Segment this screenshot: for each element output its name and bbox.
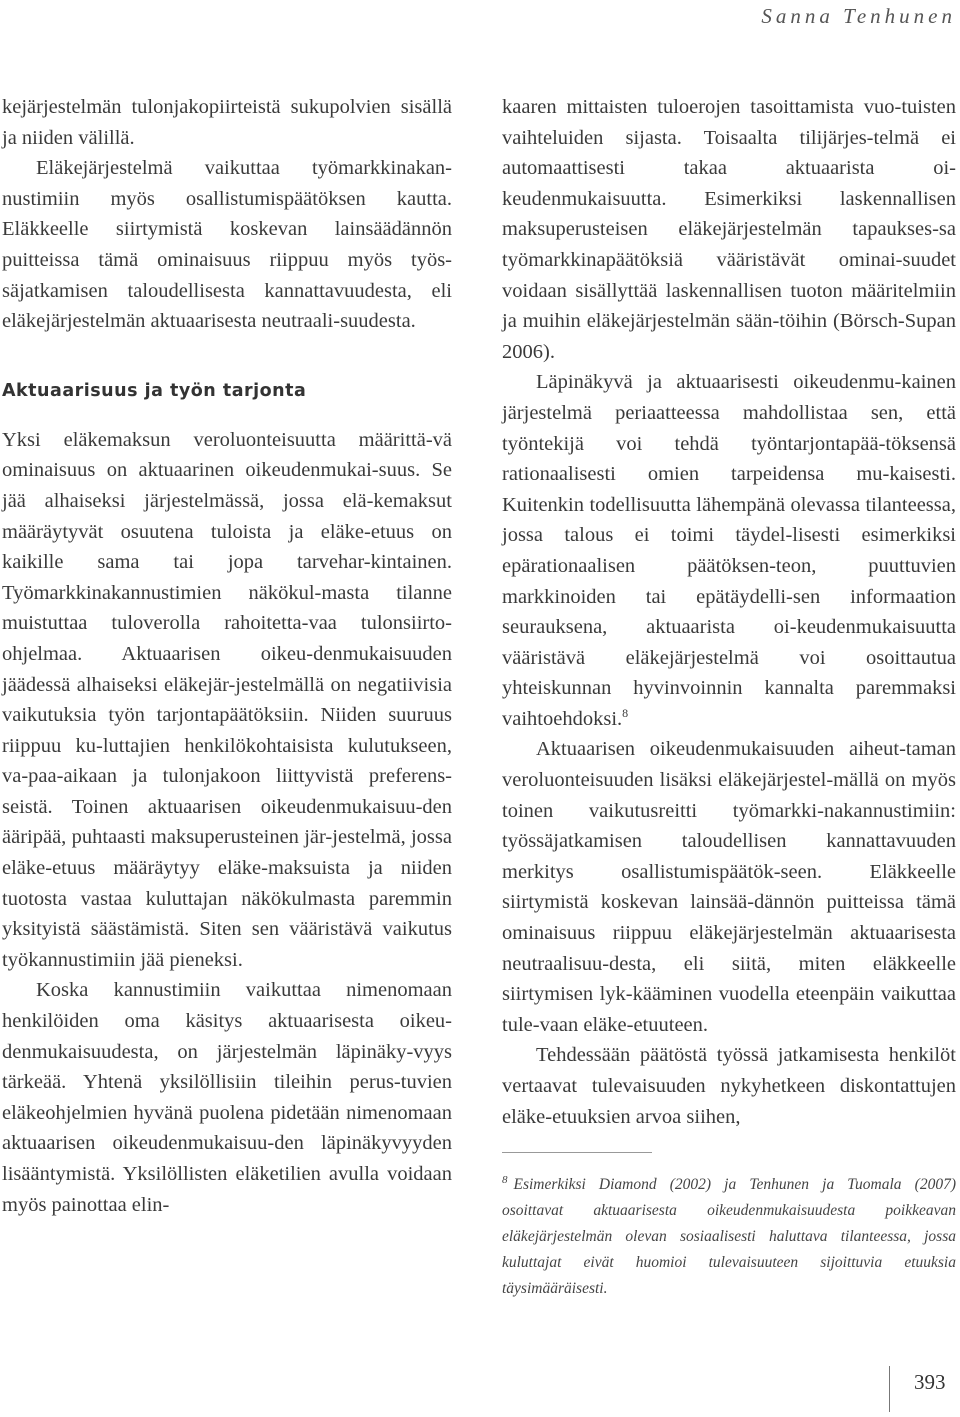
- footnote-number: 8: [502, 1174, 508, 1187]
- paragraph: Yksi eläkemaksun veroluonteisuutta määrittä-vä ominaisuus on aktuaarinen oikeudenmukai-suus. Se jää alhaiseksi järjestelmässä, jossa elä-kemaksut määräytyvät osuutena tuloista ja eläke-etuus on kaikille sama tai jopa tarvehar-kintainen. Työmarkkinakannustimien näkökul-masta tilanne muistuttaa tuloverolla rahoitetta-vaa tulonsiirto-ohjelmaa. Aktuaarisen oikeu-denmukaisuuden jäädessä alhaiseksi eläkejär-jestelmällä on negatiivisia vaikutuksia työn tarjontapäätöksiin. Niiden suuruus riippuu ku-luttajien henkilökohtaisista kulutukseen, va-paa-aikaan ja tulonjakoon liittyvistä preferens-seistä. Toinen aktuaarisen oikeudenmukaisuu-den ääripää, puhtaasti maksuperusteinen jär-jestelmä, jossa eläke-etuus määräytyy eläke-maksuista ja niiden tuotosta vastaa kuluttajan näkökulmasta paremmin yksityistä säästämistä. Siten sen vääristävä vaikutus työkannustimiin jää pieneksi.: [2, 428, 452, 971]
- footnote: [502, 1167, 956, 1302]
- section-heading: Aktuaarisuus ja työn tarjonta: [2, 380, 307, 401]
- right-column: [502, 92, 956, 1302]
- paragraph: Eläkejärjestelmä vaikuttaa työmarkkinakan-nustimiin myös osallistumispäätöksen kautta. Eläkkeelle siirtymistä koskevan lainsäädännön puitteissa tämä ominaisuus riippuu myös työs-säjatkamisen taloudellisesta kannattavuudesta, eli eläkejärjestelmän aktuaarisesta neutraali-suudesta.: [2, 157, 452, 333]
- paragraph: kejärjestelmän tulonjakopiirteistä sukupolvien sisällä ja niiden välillä.: [2, 96, 452, 149]
- paragraph: kaaren mittaisten tuloerojen tasoittamista vuo-tuisten vaihteluiden sijasta. Toisaalta tilijärjes-telmä ei automaattisesti takaa aktuaarista oi-keudenmukaisuutta. Esimerkiksi laskennallisen maksuperusteisen eläkejärjestelmän tapaukses-sa työmarkkinapäätöksiä vääristävät ominai-suudet voidaan sisällyttää laskennallisen tuoton määritelmiin ja muihin eläkejärjestelmän sään-töihin (Börsch-Supan 2006).: [502, 96, 956, 363]
- footnote-text: Esimerkiksi Diamond (2002) ja Tenhunen ja Tuomala (2007) osoittavat aktuaarisesta oikeudenmukaisuudesta poikkeavan eläkejärjestelmän olevan sosiaalisesti haluttava tilanteessa, jossa kuluttajat eivät huomioi tulevaisuuteen sijoittuvia etuuksia täysimääräisesti.: [502, 1176, 956, 1298]
- paragraph: Aktuaarisen oikeudenmukaisuuden aiheut-taman veroluonteisuuden lisäksi eläkejärjestel-mällä on myös toinen vaikutusreitti työmarkki-nakannustimiin: työssäjatkamisen taloudellisen kannattavuuden merkitys osallistumispäätök-seen. Eläkkeelle siirtymistä koskevan lainsää-dännön puitteissa tämä ominaisuus riippuu eläkejärjestelmän aktuaarisesta neutraalisuu-desta, eli siitä, miten eläkkeelle siirtymisen lyk-kääminen vuodella eteenpäin vaikuttaa tule-vaan eläke-etuuteen.: [502, 738, 956, 1036]
- paragraph: Tehdessään päätöstä työssä jatkamisesta henkilöt vertaavat tulevaisuuden nykyhetkeen diskontattujen eläke-etuuksien arvoa siihen,: [502, 1044, 956, 1128]
- left-column: [2, 92, 452, 1220]
- paragraph: Koska kannustimiin vaikuttaa nimenomaan henkilöiden oma käsitys aktuaarisesta oikeu-denmukaisuudesta, on järjestelmän läpinäky-vyys tärkeää. Yhtenä yksilöllisiin tileihin perus-tuvien eläkeohjelmien hyvänä puolena pidetään nimenomaan aktuaarisen oikeudenmukaisuu-den läpinäkyvyyden lisääntymistä. Yksilöllisten eläketilien avulla voidaan myös painottaa elin-: [2, 979, 452, 1216]
- footnote-divider: [502, 1152, 652, 1153]
- footnote-reference[interactable]: 8: [622, 706, 629, 721]
- page-number: 393: [914, 1370, 946, 1394]
- page-number-divider: [889, 1366, 890, 1412]
- paragraph-text: Läpinäkyvä ja aktuaarisesti oikeudenmu-kainen järjestelmä periaatteessa mahdollistaa sen, että työntekijä voi tehdä työntarjontapää-töksensä rationaalisesti omien tarpeidensa mu-kaisesti. Kuitenkin todellisuutta lähempänä olevassa tilanteessa, jossa talous ei toimi täydel-lisesti esimerkiksi epärationaalisen päätöksen-teon, puuttuvien markkinoiden tai epätäydelli-sen informaation seurauksena, aktuaarista oi-keudenmukaisuutta vääristävä eläkejärjestelmä voi osoittautua yhteiskunnan hyvinvoinnin kannalta paremmaksi vaihtoehdoksi.: [502, 371, 956, 730]
- running-head: Sanna Tenhunen: [761, 4, 956, 28]
- paragraph: [502, 367, 956, 734]
